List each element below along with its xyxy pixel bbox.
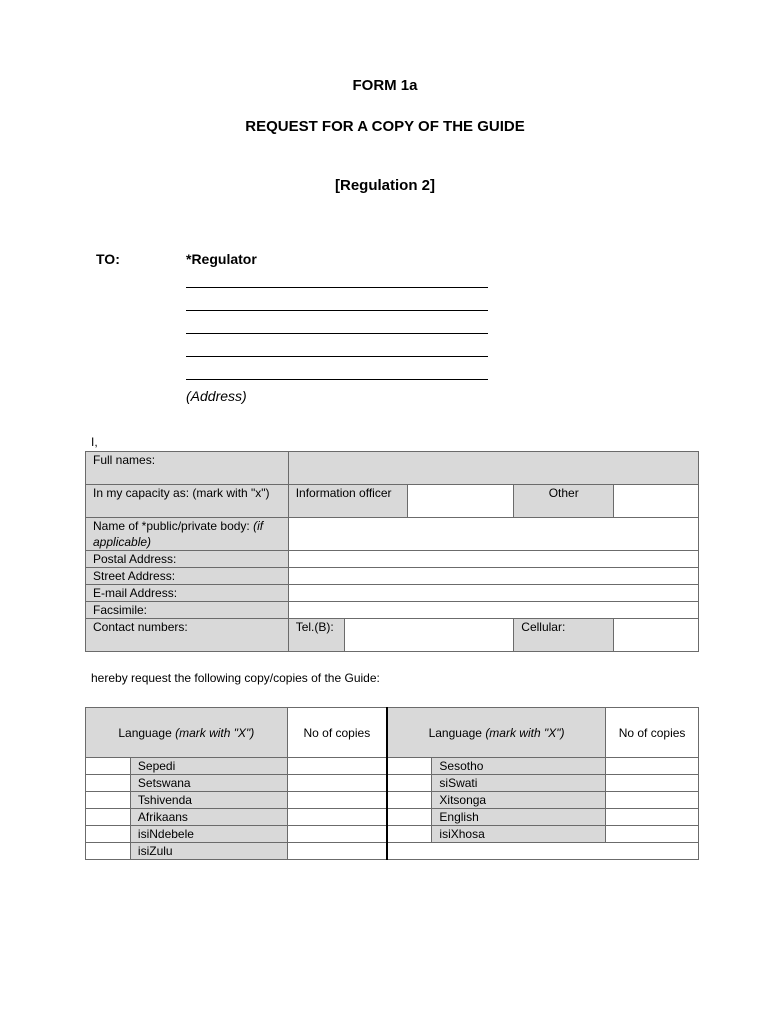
other-checkbox[interactable]: [614, 485, 699, 518]
public-body-field[interactable]: [288, 518, 698, 551]
tel-field[interactable]: [344, 619, 514, 652]
language-header-left: [86, 708, 288, 758]
language-header-right-text: Language: [428, 725, 486, 740]
address-line-1[interactable]: [186, 287, 488, 288]
regulation-reference: [Regulation 2]: [335, 177, 435, 194]
cellular-field[interactable]: [614, 619, 699, 652]
copies-cell[interactable]: [287, 843, 387, 860]
street-address-label: Street Address:: [86, 568, 289, 585]
street-address-field[interactable]: [288, 568, 698, 585]
language-name: Sesotho: [432, 758, 606, 775]
mark-cell[interactable]: [86, 758, 131, 775]
language-header-right-note: (mark with "X"): [485, 725, 565, 740]
language-name: Afrikaans: [130, 809, 287, 826]
copies-cell[interactable]: [287, 775, 387, 792]
copies-cell[interactable]: [287, 809, 387, 826]
form-title: REQUEST FOR A COPY OF THE GUIDE: [245, 118, 525, 135]
language-table: [85, 707, 699, 860]
tel-label: Tel.(B):: [288, 619, 344, 652]
recipient-label: *Regulator: [186, 251, 257, 267]
facsimile-label: Facsimile:: [86, 602, 289, 619]
language-name: isiXhosa: [432, 826, 606, 843]
public-body-label-note: (if applicable): [93, 519, 264, 549]
mark-cell[interactable]: [387, 809, 432, 826]
address-line-5[interactable]: [186, 379, 488, 380]
language-name: Sepedi: [130, 758, 287, 775]
cellular-label: Cellular:: [514, 619, 614, 652]
information-officer-checkbox[interactable]: [407, 485, 514, 518]
copies-cell[interactable]: [606, 809, 699, 826]
facsimile-field[interactable]: [288, 602, 698, 619]
mark-cell[interactable]: [86, 775, 131, 792]
language-name: Setswana: [130, 775, 287, 792]
full-names-field[interactable]: [288, 452, 698, 485]
language-name: isiNdebele: [130, 826, 287, 843]
public-body-label-text: Name of *public/private body:: [93, 519, 254, 533]
language-header-left-note: (mark with "X"): [175, 725, 255, 740]
requester-table: [85, 451, 699, 652]
to-label: TO:: [96, 251, 120, 267]
postal-address-field[interactable]: [288, 551, 698, 568]
mark-cell[interactable]: [86, 792, 131, 809]
email-address-label: E-mail Address:: [86, 585, 289, 602]
copies-header-left: No of copies: [287, 708, 387, 758]
form-number: FORM 1a: [352, 77, 418, 94]
mark-cell[interactable]: [387, 792, 432, 809]
language-header-right: [387, 708, 606, 758]
address-caption: (Address): [186, 388, 247, 404]
copies-cell[interactable]: [287, 758, 387, 775]
copies-cell[interactable]: [287, 826, 387, 843]
copies-header-right: No of copies: [606, 708, 699, 758]
language-name: siSwati: [432, 775, 606, 792]
postal-address-label: Postal Address:: [86, 551, 289, 568]
language-name: Tshivenda: [130, 792, 287, 809]
copies-cell[interactable]: [287, 792, 387, 809]
empty-cell: [387, 843, 699, 860]
mark-cell[interactable]: [387, 826, 432, 843]
address-line-3[interactable]: [186, 333, 488, 334]
contact-numbers-label: Contact numbers:: [86, 619, 289, 652]
language-name: Xitsonga: [432, 792, 606, 809]
other-option: Other: [514, 485, 614, 518]
language-header-left-text: Language: [118, 725, 176, 740]
copies-cell[interactable]: [606, 758, 699, 775]
mark-cell[interactable]: [387, 775, 432, 792]
language-name: isiZulu: [130, 843, 287, 860]
information-officer-option: Information officer: [288, 485, 407, 518]
copies-cell[interactable]: [606, 826, 699, 843]
address-line-2[interactable]: [186, 310, 488, 311]
email-address-field[interactable]: [288, 585, 698, 602]
copies-cell[interactable]: [606, 775, 699, 792]
public-body-label: [86, 518, 289, 551]
mark-cell[interactable]: [387, 758, 432, 775]
mark-cell[interactable]: [86, 826, 131, 843]
mark-cell[interactable]: [86, 809, 131, 826]
capacity-label: In my capacity as: (mark with "x"): [86, 485, 289, 518]
copies-cell[interactable]: [606, 792, 699, 809]
full-names-label: Full names:: [86, 452, 289, 485]
request-text: hereby request the following copy/copies of the Guide:: [91, 671, 380, 685]
address-line-4[interactable]: [186, 356, 488, 357]
intro-text: I,: [91, 435, 98, 449]
mark-cell[interactable]: [86, 843, 131, 860]
language-name: English: [432, 809, 606, 826]
